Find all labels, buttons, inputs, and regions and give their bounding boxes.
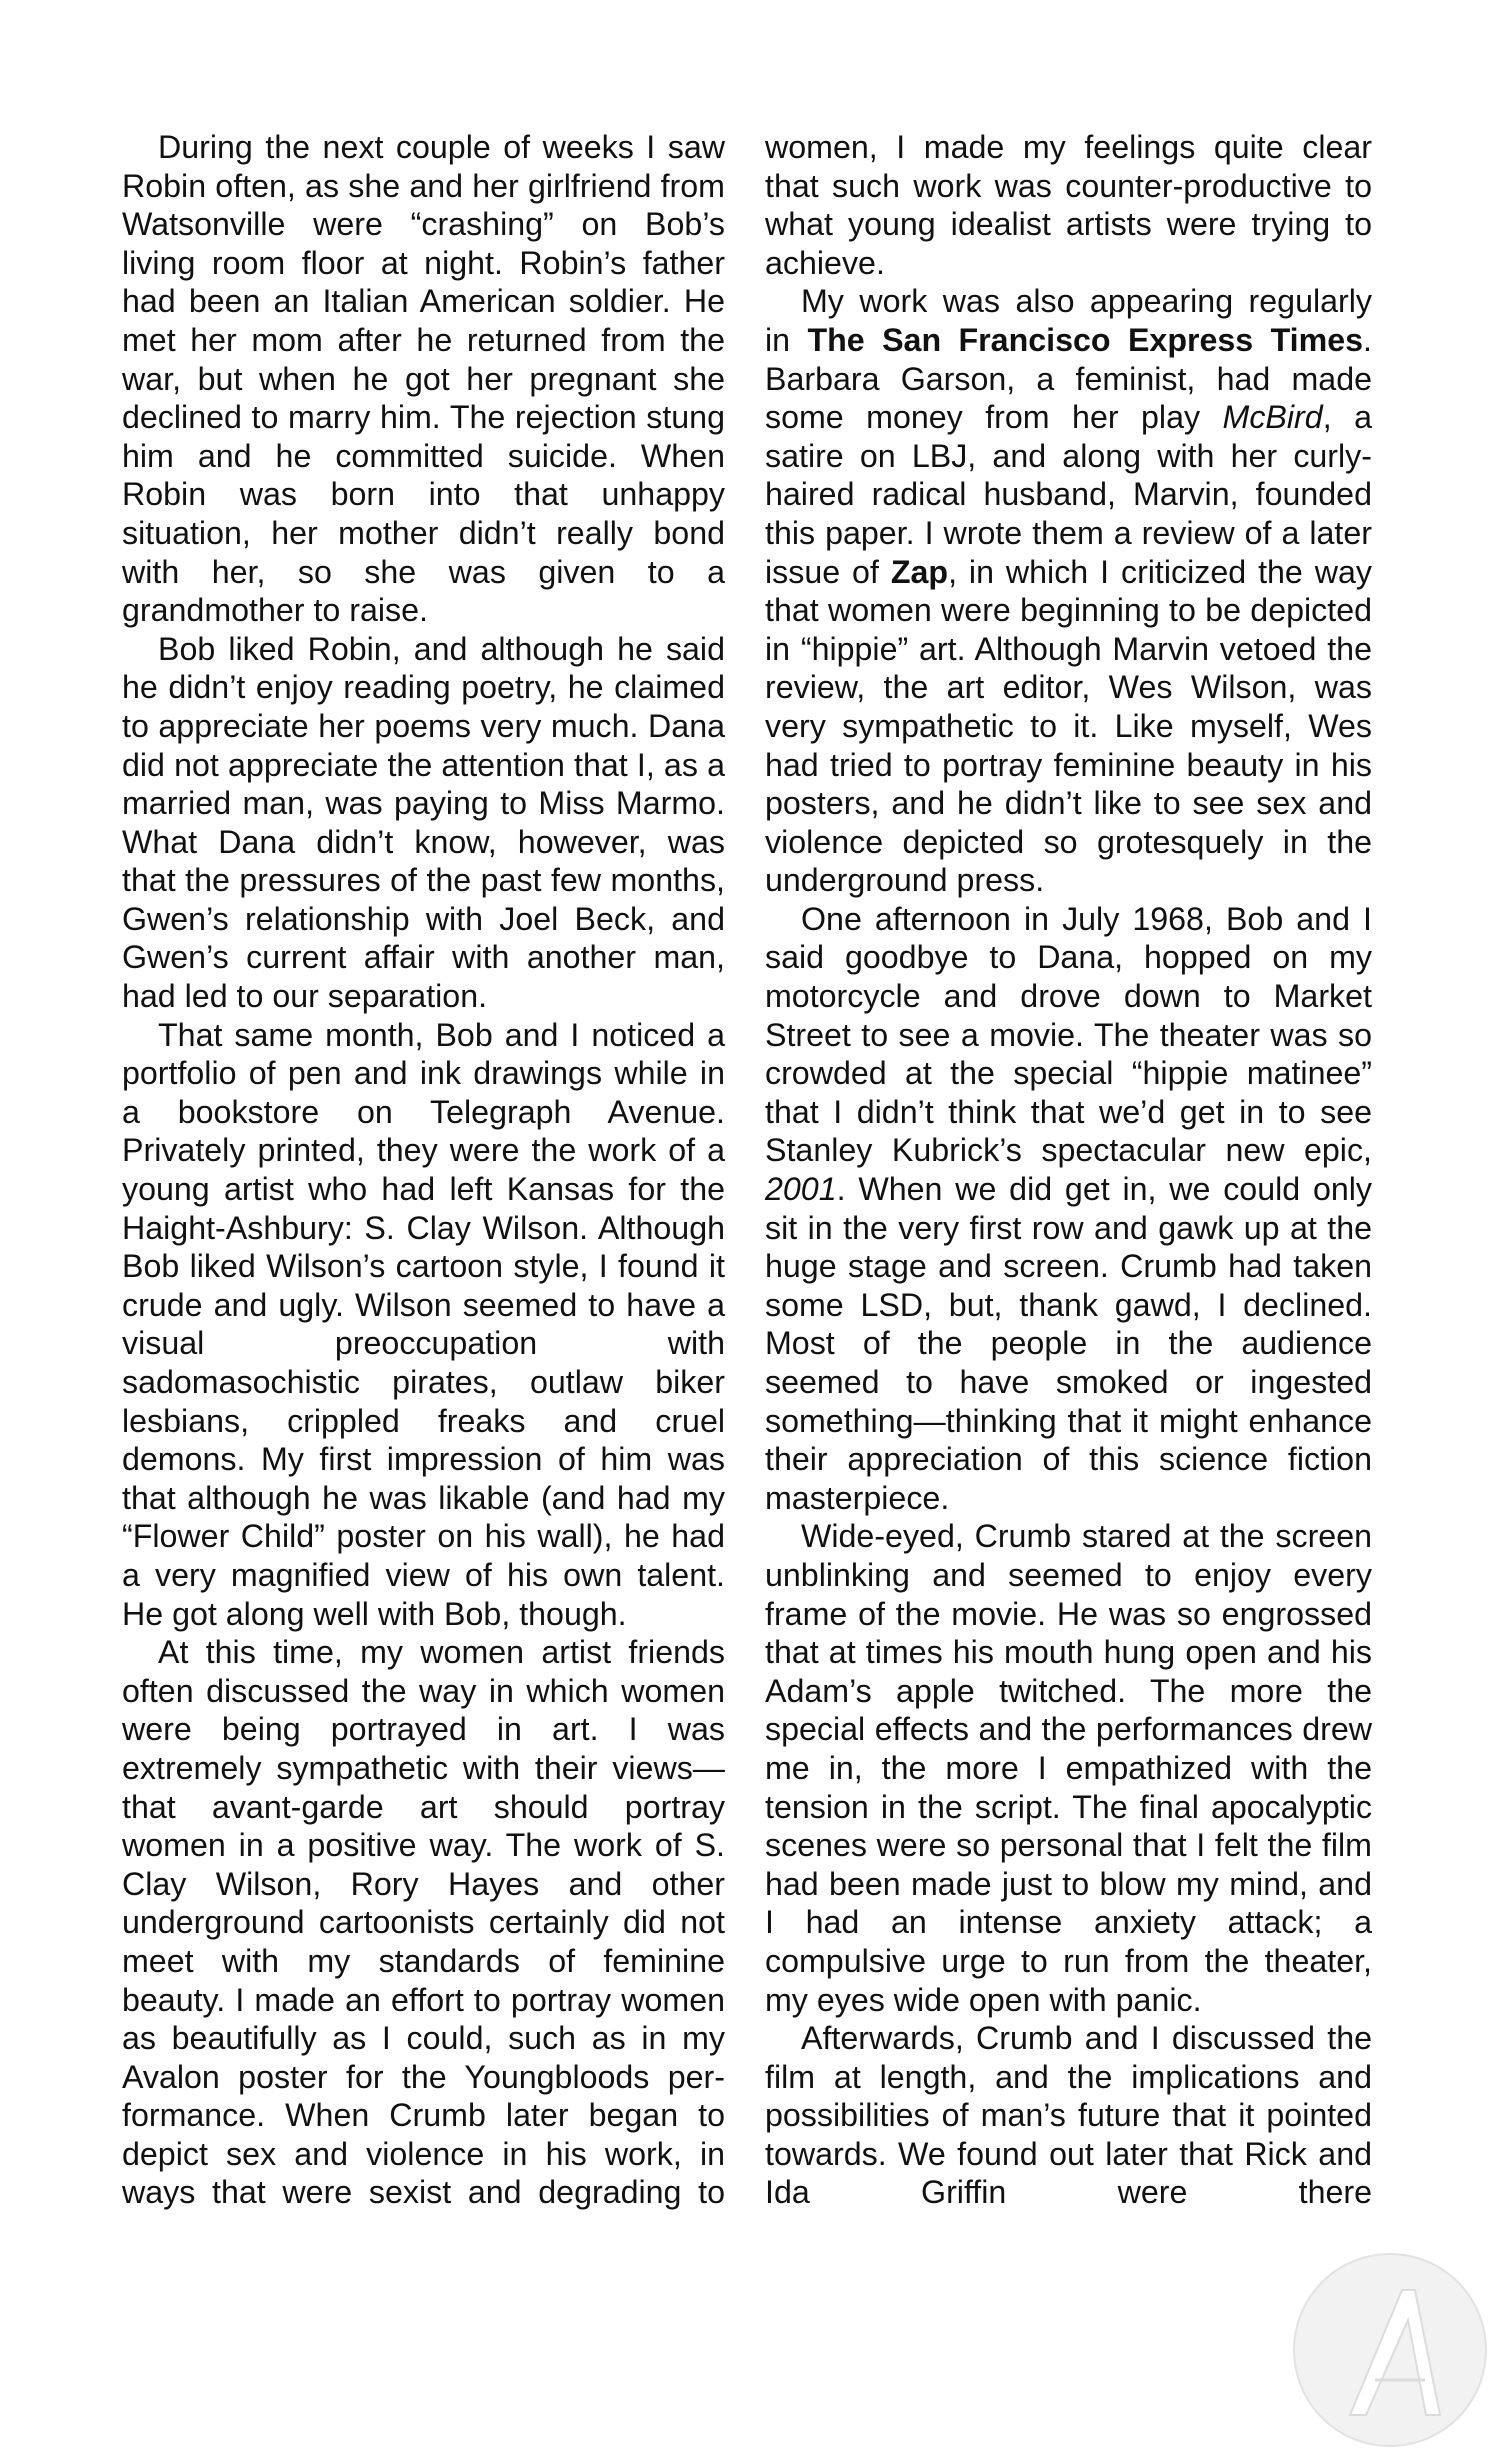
- text-run: My work was also appearing regularly in: [765, 283, 1372, 358]
- comic-title: Zap: [890, 553, 949, 590]
- paragraph: [765, 282, 1372, 900]
- text-run: , in which I criticized the way that women were beginning to be depicted in “hippie” art. Although Marvin vetoed the review, the art editor, Wes Wilson, was very sympathetic to it. Like myself, Wes had tried to portray feminine beauty in his posters, and he didn’t like to see sex and violence depicted so grotesquely in the underground press.: [765, 553, 1372, 899]
- paragraph-continued: women, I made my feelings quite clear that such work was counter-productive to what young idealist artists were trying to achieve.: [765, 129, 1372, 281]
- paragraph: That same month, Bob and I noticed a portfolio of pen and ink drawings while in a bookstore on Telegraph Avenue. Privately printed, they were the work of a young artist who had left Kansas for the Haight-Ashbury: S. Clay Wilson. Although Bob liked Wilson’s cartoon style, I found it crude and ugly. Wilson seemed to have a visual preoccupation with sadomasochistic pirates, outlaw biker lesbians, crippled freaks and cruel demons. My first impression of him was that although he was likable (and had my “Flower Child” poster on his wall), he had a very magnified view of his own talent. He got along well with Bob, though.: [122, 1016, 725, 1632]
- paragraph: [765, 900, 1372, 1518]
- text-run: . When we did get in, we could only sit in the very first row and gawk up at the huge stage and screen. Crumb had taken some LSD, but, thank gawd, I declined. Most of the people in the audience seemed to have smoked or ingested something—thinking that it might enhance their appreciation of this science fiction masterpiece.: [765, 1171, 1372, 1516]
- text-run: One afternoon in July 1968, Bob and I said goodbye to Dana, hopped on my motorcycle and drove down to Market Street to see a movie. The theater was so crowded at the special “hippie matinee” that I didn’t think that we’d get in to see Stanley Kubrick’s spectacular new epic,: [765, 900, 1372, 1169]
- watermark-logo-icon: [1290, 2250, 1490, 2450]
- film-title: 2001: [765, 1171, 837, 1208]
- paragraph: Bob liked Robin, and although he said he didn’t enjoy reading poetry, he claimed to appreciate her poems very much. Dana did not appreciate the attention that I, as a married man, was paying to Miss Marmo. What Dana didn’t know, however, was that the pressures of the past few months, Gwen’s relationship with Joel Beck, and Gwen’s current affair with another man, had led to our separation.: [122, 630, 725, 1015]
- paragraph: During the next couple of weeks I saw Robin often, as she and her girlfriend from Watsonville were “crashing” on Bob’s living room floor at night. Robin’s father had been an Italian American soldier. He met her mom after he returned from the war, but when he got her pregnant she declined to marry him. The rejection stung him and he committed suicide. When Robin was born into that unhappy situation, her mother didn’t really bond with her, so she was given to a grandmother to raise.: [122, 129, 725, 629]
- newspaper-title: The San Francisco Express Times: [807, 321, 1364, 358]
- text-run: . Barbara Garson, a feminist, had made some money from her play: [765, 321, 1372, 436]
- left-column: [122, 128, 725, 2212]
- play-title: McBird: [1222, 399, 1323, 436]
- paragraph: Wide-eyed, Crumb stared at the screen unblinking and seemed to enjoy every frame of the movie. He was so engrossed that at times his mouth hung open and his Adam’s apple twitched. The more the special effects and the performances drew me in, the more I empathized with the tension in the script. The final apocalyptic scenes were so personal that I felt the film had been made just to blow my mind, and I had an intense anxiety attack; a compulsive urge to run from the theater, my eyes wide open with panic.: [765, 1518, 1372, 2018]
- paragraph: Afterwards, Crumb and I discussed the film at length, and the implications and possibilities of man’s future that it pointed towards. We found out later that Rick and Ida Griffin were there: [765, 2020, 1372, 2211]
- paragraph: At this time, my women artist friends often discussed the way in which women were being portrayed in art. I was extremely sympathetic with their views—that avant-garde art should portray women in a positive way. The work of S. Clay Wilson, Rory Hayes and other underground cartoonists certainly did not meet with my standards of feminine beauty. I made an effort to portray women as beautifully as I could, such as in my Avalon poster for the Youngbloods performance. When Crumb later began to depict sex and violence in his work, in ways that were sexist and degrading to: [122, 1634, 725, 2211]
- text-run: , a satire on LBJ, and along with her curly-haired radical husband, Marvin, founded this paper. I wrote them a review of a later issue of: [765, 399, 1372, 590]
- right-column: [765, 128, 1372, 2212]
